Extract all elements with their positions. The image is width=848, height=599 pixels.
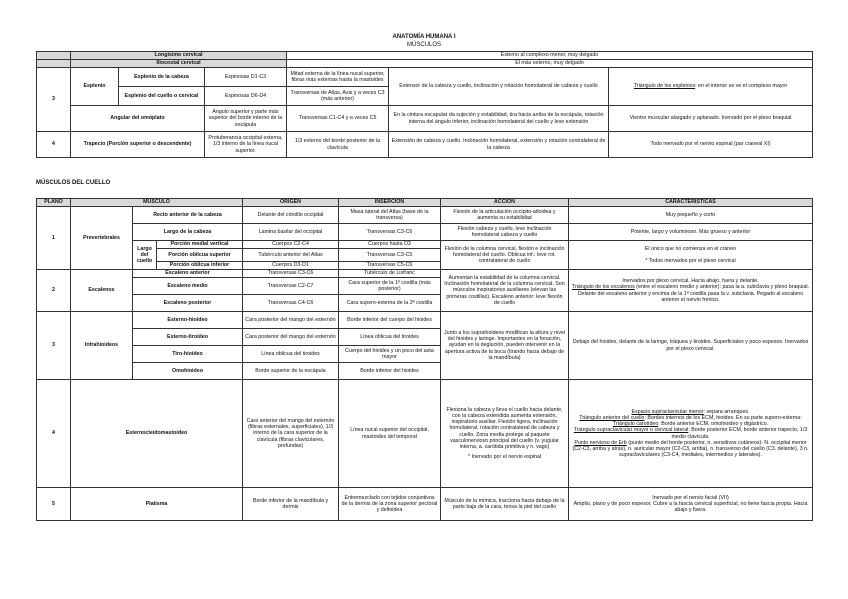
- insertion-cell: Cuerpos hasta D3: [339, 241, 441, 249]
- neck-muscles-table: [36, 198, 813, 521]
- insertion-cell: Transversas C1-C4 y a veces C5: [287, 106, 389, 132]
- plano-number: 4: [37, 380, 71, 488]
- muscle-name: Porción oblicua inferior: [157, 262, 243, 270]
- muscle-name: Iliocostal cervical: [71, 60, 287, 68]
- column-header: INSERCIÓN: [339, 199, 441, 207]
- dorsal-muscles-table: [36, 51, 813, 158]
- origin-cell: Cara posterior del mango del esternón: [243, 312, 339, 329]
- action-cell: Flexión de la articulación occipito-atloidea y aumenta su estabilidad: [441, 207, 569, 224]
- insertion-cell: Mitad externa de la línea nucal superior, fibras más externas hasta la mastoides: [287, 68, 389, 87]
- table-row: [37, 106, 813, 132]
- table-row: [37, 224, 813, 241]
- insertion-cell: Cara supero-externa de la 2ª costilla: [339, 295, 441, 312]
- origin-cell: Lamina basilar del occipital: [243, 224, 339, 241]
- table-row: [37, 68, 813, 87]
- muscle-name: Platisma: [71, 488, 243, 521]
- muscle-name: Esterno-hioideo: [133, 312, 243, 329]
- table-row: [37, 241, 813, 249]
- table-row: [37, 488, 813, 521]
- characteristics-cell: Debajo del hioides, delante de la laringe, tráquea y tiroides. Superficiales y poco espesos. Inervados por el plexo cervical.: [569, 312, 813, 380]
- origin-cell: Línea oblicua del tiroides: [243, 346, 339, 363]
- origin-cell: Transversas C4-C6: [243, 295, 339, 312]
- muscle-name: Angular del omóplato: [71, 106, 205, 132]
- column-header: ORIGEN: [243, 199, 339, 207]
- origin-cell: Protuberancia occipital externa, 1/3 interno de la línea nucal superior.: [205, 132, 287, 158]
- origin-cell: Transversas C2-C7: [243, 278, 339, 295]
- origin-cell: Tubérculo anterior del Atlas: [243, 249, 339, 262]
- muscle-group: Esplenio: [71, 68, 119, 106]
- muscle-name: Recto anterior de la cabeza: [133, 207, 243, 224]
- muscle-name: Escaleno posterior: [133, 295, 243, 312]
- characteristics-cell: Inervados por plexo cervical. Hacia abajo, fuera y delante. Triángulo de los escalenos (entre el escaleno medio y anterior): pasa la a. subclavia y plexo braquial. Delante del escaleno anterior y encima de la 1ª costilla pasa la v. subclavia. Pegado al escaleno anterior el nervio frénico.: [569, 270, 813, 312]
- action-cell: Aumentan la estabilidad de la columna cervical. Inclinación homolateral de la columna cervical. Son músculos inspiratorios auxiliares (elevan las primeras costillas). Escaleno anterior: leve flexión de cuello: [441, 270, 569, 312]
- origin-cell: Borde inferior de la mandíbula y dermis: [243, 488, 339, 521]
- insertion-cell: Transversas C5-C6: [339, 262, 441, 270]
- table-row: [37, 207, 813, 224]
- muscle-name: Escaleno anterior: [133, 270, 243, 278]
- action-cell: Músculo de la mímica, tracciona hacia debajo de la parte baja de la cara, tensa la piel del cuello: [441, 488, 569, 521]
- insertion-cell: Línea nucal superior del occipital, mastoides del temporal: [339, 380, 441, 488]
- muscle-group: Infrahioideos: [71, 312, 133, 380]
- column-header: CARACTERÍSTICAS: [569, 199, 813, 207]
- plano-number: 1: [37, 207, 71, 270]
- muscle-name: Longísimo cervical: [71, 52, 287, 60]
- origin-cell: Espinosas D1-C3: [205, 68, 287, 87]
- origin-cell: Cara anterior del mango del esternón (fibras esternales, superficiales), 1/3 interno de la cara superior de la clavícula (fibras claviculares, profundas): [243, 380, 339, 488]
- action-cell: Extensión de cabeza y cuello. Inclinación homolateral, extensión y rotación contralateral de la cabeza: [389, 132, 609, 158]
- muscle-description: El más externo, muy delgado: [287, 60, 813, 68]
- muscle-name: Esterno-tiroideo: [133, 329, 243, 346]
- muscle-group: Prevertebrales: [71, 207, 133, 270]
- insertion-cell: Cuerpo del hioides y un poco del asta mayor: [339, 346, 441, 363]
- plano-number: 5: [37, 488, 71, 521]
- muscle-group: Escalenos: [71, 270, 133, 312]
- muscle-name: Omohioideo: [133, 363, 243, 380]
- table-row: [37, 132, 813, 158]
- section-title: MÚSCULOS DEL CUELLO: [36, 180, 111, 186]
- table-row: [37, 312, 813, 329]
- column-header: ACCIÓN: [441, 199, 569, 207]
- insertion-cell: Masa lateral del Atlas (base de la transversa): [339, 207, 441, 224]
- action-cell: Junto a los suprahioideos modifican la altura y nivel del hioides y laringe. Importantes en la fonación, ayudan en la deglución, pueden intervenir en la apertura activa de la boca (tirando hacia debajo de la mandíbula): [441, 312, 569, 380]
- table-row: [37, 52, 813, 60]
- muscle-name: Porción medial vertical: [157, 241, 243, 249]
- table-row: [37, 60, 813, 68]
- characteristics-cell: Potente, largo y voluminoso. Más grueso y anterior: [569, 224, 813, 241]
- origin-cell: Espinosas D6-D4: [205, 87, 287, 106]
- plano-number: 3: [37, 68, 71, 132]
- characteristics-cell: Espacio supraclavicular menor: separa arranques. Triángulo anterior del cuello: Bordes internos de los ECM, hioides. En su parte supero-externa: Triángulo carotídeo: Borde anterior ECM, omohioideo y digástrico. Triángulo supraclavicular mayor o cervical lateral: Borde posterior ECM, borde anterior trapecio, 1/3 medio clavícula. Punto nervioso de Erb (punto medio del borde posterior, n. sensitivos cutáneos): N. occipital menor (C2-C3, arriba y atrás), n. auricular mayor (C2-C3, arriba), n. transverso del cuello (C3, delante), 3 n. supraclaviculares (C3-C4, mediales, intermedios y laterales).: [569, 380, 813, 488]
- muscle-name: Escaleno medio: [133, 278, 243, 295]
- action-cell: Flexión de la columna cervical, flexión e inclinación homolateral del cuello. Oblicua inf.: leve rot. contralateral de cuello: [441, 241, 569, 270]
- action-cell: Extensor de la cabeza y cuello, inclinación y rotación homolateral de cabeza y cuello: [389, 68, 609, 106]
- origin-cell: Borde superior de la escápula: [243, 363, 339, 380]
- action-cell: Flexiona la cabeza y lleva el cuello hacia delante, con la cabeza extendida aumenta extensión, inspiratorio auxiliar. Flexión ligera, inclinación homolateral, rotación contralateral de cabeza y cuello. Zona media protege al paquete vasculonervioso principal del cuello (v. yugular interna, a. carótida primitiva y n. vago) * Inervado por el nervio espinal: [441, 380, 569, 488]
- origin-cell: Cuerpos C2-C4: [243, 241, 339, 249]
- characteristics-cell: Todo inervado por el nervio espinal (par craneal XI): [609, 132, 813, 158]
- origin-cell: Cara posterior del mango del esternón: [243, 329, 339, 346]
- insertion-cell: Tubérculo de Lisfranc: [339, 270, 441, 278]
- action-cell: En la cintura escapular da sujeción y estabilidad, tira hacia arriba de la escápula, rotación interna del ángulo inferior, inclinación homolateral del cuello y leve extensión: [389, 106, 609, 132]
- characteristics-cell: Triángulo de los esplenios: en el interior se ve el complexo mayor: [609, 68, 813, 106]
- characteristics-cell: El único que no comienza en el cráneo * Todos inervados por el plexo cervical: [569, 241, 813, 270]
- origin-cell: Transversas C3-C6: [243, 270, 339, 278]
- characteristics-cell: Vientre muscular alargado y aplanado. Inervado por el plexo braquial: [609, 106, 813, 132]
- muscle-name: Largo de la cabeza: [133, 224, 243, 241]
- action-cell: Flexión cabeza y cuello, leve inclinación homolateral cabeza y cuello: [441, 224, 569, 241]
- insertion-cell: Borde inferior del cuerpo del hioides: [339, 312, 441, 329]
- muscle-name: Tiro-hioideo: [133, 346, 243, 363]
- characteristics-cell: Muy pequeño y corto: [569, 207, 813, 224]
- muscle-name: Esplenio de la cabeza: [119, 68, 205, 87]
- doc-title: ANATOMÍA HUMANA I: [392, 34, 456, 40]
- table-row: [37, 270, 813, 278]
- table-row: [37, 380, 813, 488]
- muscle-name: Esplenio del cuello o cervical: [119, 87, 205, 106]
- muscle-name: Trapecio (Porción superior o descendente): [71, 132, 205, 158]
- characteristics-cell: Inervado por el nervio facial (VII) Amplio, plano y de poco espesor. Cubre a la fascia cervical superficial, no tiene fascia propia. Hacia abajo y fuera.: [569, 488, 813, 521]
- origin-cell: Ángulo superior y parte más superior del borde interno de la escápula: [205, 106, 287, 132]
- insertion-cell: Entremezclado con tejidos conjuntivos de la dermis de la zona superior pectoral y deltoidea: [339, 488, 441, 521]
- origin-cell: Delante del cóndilo occipital: [243, 207, 339, 224]
- insertion-cell: Transversas de Atlas, Axis y a veces C3 (más anterior): [287, 87, 389, 106]
- insertion-cell: Transversas C3-C6: [339, 224, 441, 241]
- muscle-name: Porción oblicua superior: [157, 249, 243, 262]
- insertion-cell: Borde inferior del hioides: [339, 363, 441, 380]
- origin-cell: Cuerpos D3-D1: [243, 262, 339, 270]
- insertion-cell: Cara superior de la 1ª costilla (más posterior): [339, 278, 441, 295]
- column-header: MÚSCULO: [71, 199, 243, 207]
- table-header-row: [37, 199, 813, 207]
- plano-number: 3: [37, 312, 71, 380]
- column-header: PLANO: [37, 199, 71, 207]
- muscle-subgroup: Largo del cuello: [133, 241, 157, 270]
- muscle-name: Esternocleidomastoideo: [71, 380, 243, 488]
- insertion-cell: Transversas C3-C5: [339, 249, 441, 262]
- muscle-description: Externo al complexo menor, muy delgado: [287, 52, 813, 60]
- insertion-cell: 1/3 externo del borde posterior de la clavícula: [287, 132, 389, 158]
- plano-number: 2: [37, 270, 71, 312]
- insertion-cell: Línea oblicua del tiroides: [339, 329, 441, 346]
- doc-subtitle: MÚSCULOS: [406, 42, 441, 48]
- plano-number: 4: [37, 132, 71, 158]
